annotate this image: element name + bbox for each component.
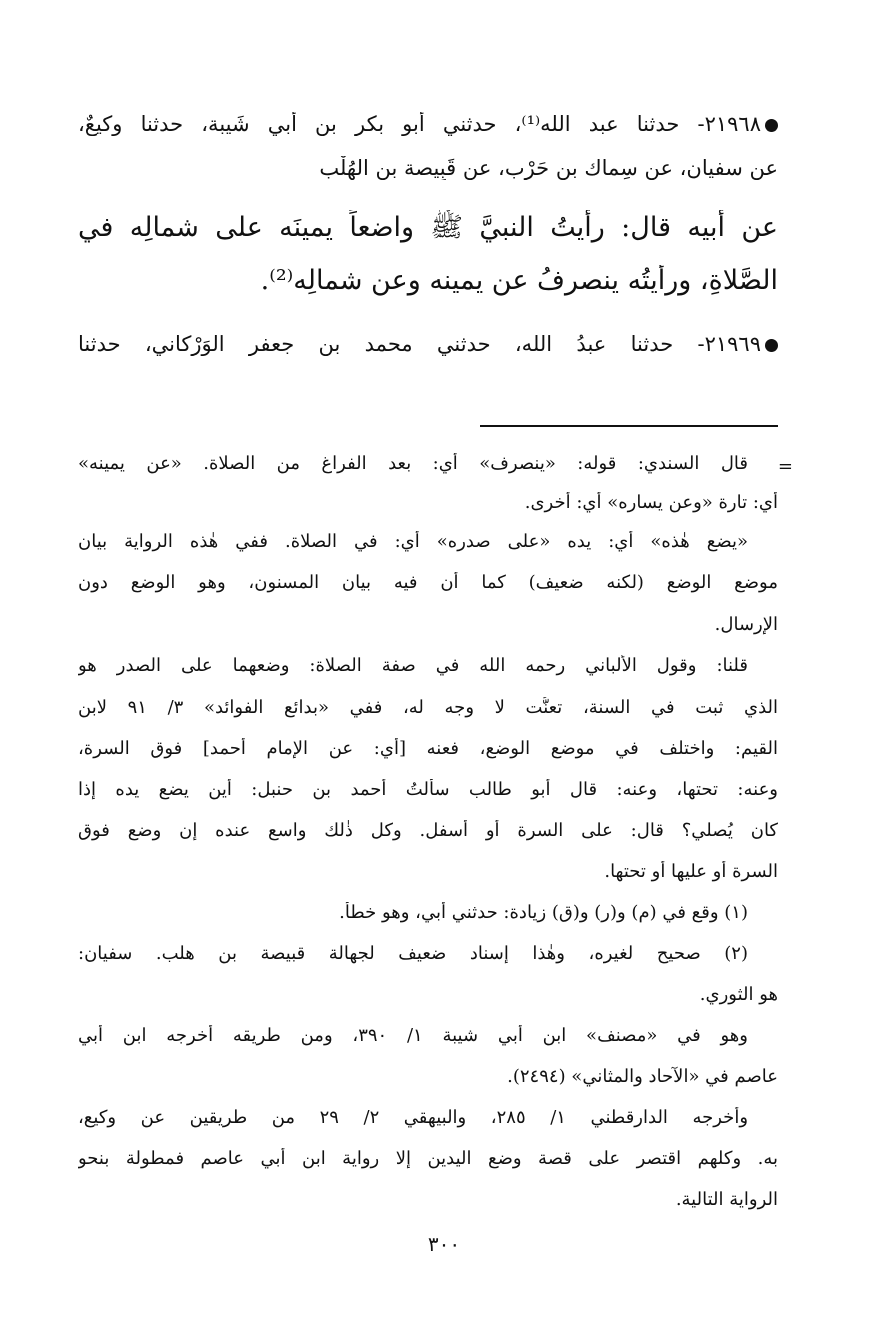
- footnote-line: الرواية التالية.: [675, 1189, 778, 1210]
- footnote-line: الإرسال.: [714, 614, 778, 635]
- hadith-21968-body-line-1: عن أَبيه قال: رأيتُ النبيَّ ﷺ واضعاً يمينَه على شمالِه في: [78, 212, 778, 243]
- footnote-line: القيم: واختلف في موضع الوضع، فعنه [أي: عن الإمام أحمد] فوق السرة،: [78, 738, 778, 759]
- footnote-2: (٢) صحيح لغيره، وهٰذا إسناد ضعيف لجهالة قبيصة بن هلب. سفيان:: [78, 943, 748, 964]
- bullet-icon: [765, 119, 778, 132]
- footnote-1: (١) وقع في (م) و(ر) و(ق) زيادة: حدثني أبي، وهو خطأ.: [339, 902, 748, 923]
- hadith-21969-line-1: ٢١٩٦٩- حدثنا عبدُ الله، حدثني محمد بن جعفر الوَرْكاني، حدثنا: [78, 332, 778, 356]
- footnote-line: الذي ثبت في السنة، تعنُّت لا وجه له، ففي «بدائع الفوائد» ٣/ ٩١ لابن: [78, 697, 778, 718]
- hadith-21968-line-1: ٢١٩٦٨- حدثنا عبد الله⁽¹⁾، حدثني أبو بكر بن أبي شَيبة، حدثنا وكيعٌ،: [78, 112, 778, 136]
- footnote-line: «يضع هٰذه» أي: يده «على صدره» أي: في الصلاة. ففي هٰذه الرواية بيان: [78, 531, 748, 552]
- footnote-line: السرة أو عليها أو تحتها.: [604, 861, 778, 882]
- footnote-line: موضع الوضع (لكنه ضعيف) كما أن فيه بيان المسنون، وهو الوضع دون: [78, 572, 778, 593]
- footnote-line: قال السندي: قوله: «ينصرف» أي: بعد الفراغ من الصلاة. «عن يمينه»: [78, 453, 748, 474]
- footnote-line: وعنه: تحتها، وعنه: قال أبو طالب سألتُ أحمد بن حنبل: أين يضع يده إذا: [78, 779, 778, 800]
- hadith-21968-body-line-2: الصَّلاةِ، ورأيتُه ينصرِفُ عن يمينه وعن شمالِه⁽²⁾.: [260, 265, 778, 296]
- hadith-21968-line-2: عن سفيان، عن سِماك بن حَرْب، عن قَبِيصة بن الهُلْب: [319, 156, 778, 180]
- bullet-icon: [765, 339, 778, 352]
- page-number: ٣٠٠: [427, 1232, 461, 1256]
- footnote-line: أي: تارة «وعن يساره» أي: أخرى.: [524, 492, 778, 513]
- footnote-line: عاصم في «الآحاد والمثاني» (٢٤٩٤).: [507, 1066, 778, 1087]
- footnote-divider: [480, 425, 778, 427]
- continuation-mark: =: [777, 456, 793, 477]
- footnote-line: قلنا: وقول الألباني رحمه الله في صفة الصلاة: وضعهما على الصدر هو: [78, 655, 748, 676]
- footnote-line: كان يُصلي؟ قال: على السرة أو أسفل. وكل ذٰلك واسع عنده إن وضع فوق: [78, 820, 778, 841]
- footnote-line: هو الثوري.: [699, 984, 778, 1005]
- footnote-line: وهو في «مصنف» ابن أبي شيبة ١/ ٣٩٠، ومن طريقه أخرجه ابن أبي: [78, 1025, 748, 1046]
- footnote-line: وأخرجه الدارقطني ١/ ٢٨٥، والبيهقي ٢/ ٢٩ من طريقين عن وكيع،: [78, 1107, 748, 1128]
- footnote-line: به. وكلهم اقتصر على قصة وضع اليدين إلا رواية ابن أبي عاصم فمطولة بنحو: [78, 1148, 778, 1169]
